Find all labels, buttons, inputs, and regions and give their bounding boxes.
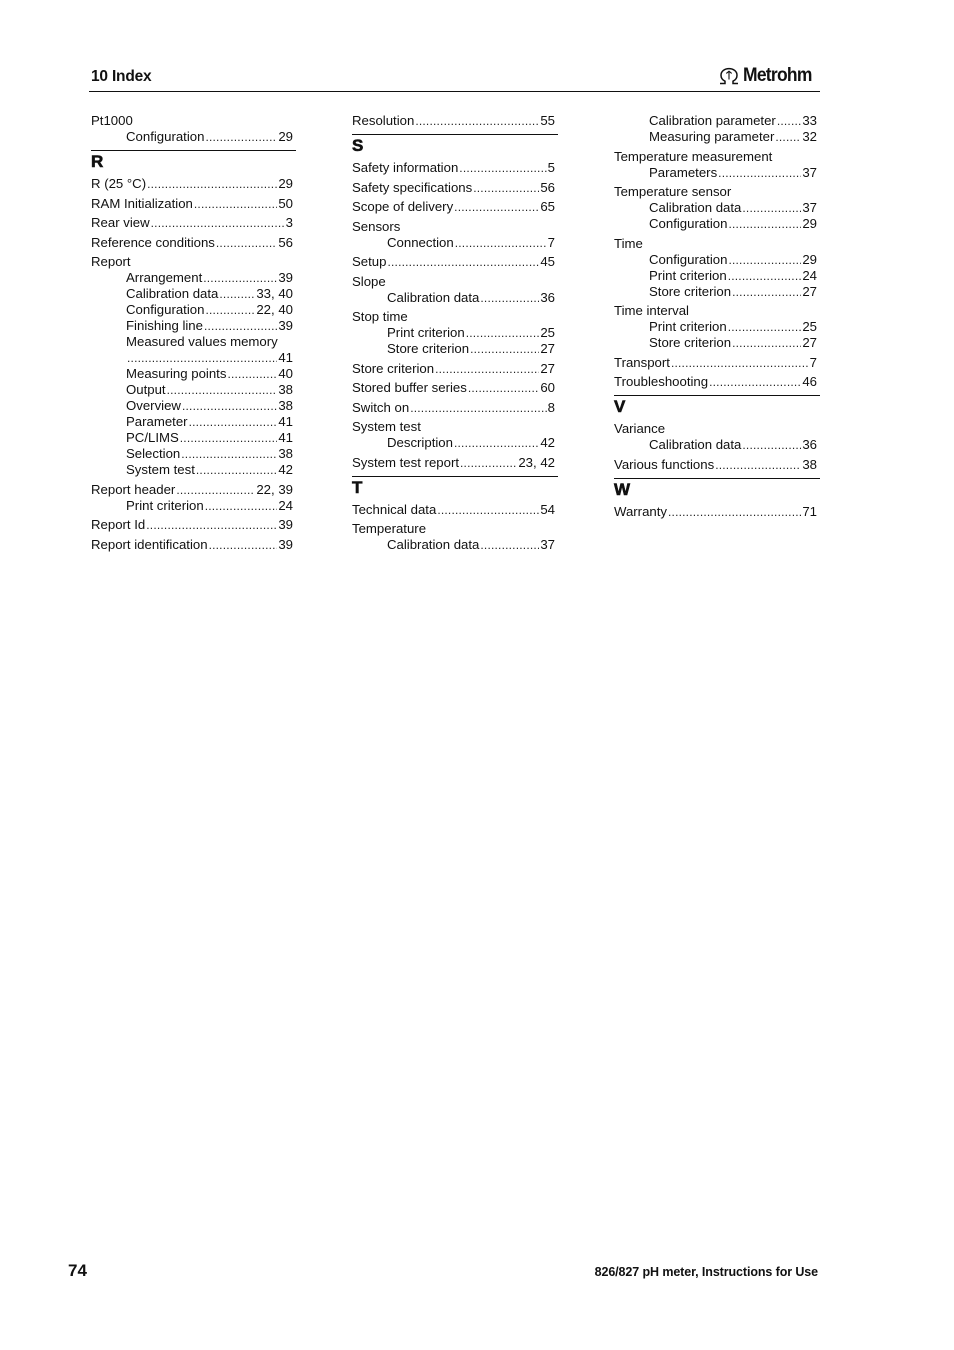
brand-name: Metrohm xyxy=(743,65,813,86)
index-entry-group xyxy=(91,517,296,533)
index-page-ref: 39 xyxy=(278,536,293,552)
index-subentry xyxy=(614,252,820,268)
index-subentry xyxy=(91,286,296,302)
index-subentry xyxy=(91,498,296,514)
index-page-ref: 60 xyxy=(540,380,555,395)
index-term: Stored buffer series xyxy=(352,380,467,395)
section-title: 10 Index xyxy=(91,68,152,85)
index-entry-group xyxy=(91,215,296,231)
index-entry xyxy=(614,457,820,473)
index-term: Calibration data xyxy=(387,289,480,305)
dot-leader xyxy=(415,113,539,129)
index-entry-group xyxy=(614,374,820,390)
index-page-ref: 38 xyxy=(802,456,817,472)
dot-leader xyxy=(147,176,277,192)
dot-leader xyxy=(473,180,539,196)
index-page-ref: 37 xyxy=(802,164,817,180)
dot-leader xyxy=(437,502,539,518)
dot-leader xyxy=(167,382,278,398)
index-term: Finishing line xyxy=(126,318,203,333)
index-entry-group xyxy=(352,309,558,357)
index-entry xyxy=(352,400,558,416)
index-page-ref: 56 xyxy=(278,234,293,250)
dot-leader xyxy=(455,235,547,251)
index-page-ref: 29 xyxy=(278,129,293,144)
index-entry-group xyxy=(352,274,558,306)
index-term: Time xyxy=(614,235,643,251)
index-term: Resolution xyxy=(352,113,415,128)
index-page-ref: 3 xyxy=(285,215,293,230)
index-entry xyxy=(614,184,820,200)
index-subentry xyxy=(614,113,820,129)
index-term: Store criterion xyxy=(387,341,470,356)
index-subentry xyxy=(352,290,558,306)
index-term: Parameter xyxy=(126,414,188,429)
index-page-ref: 24 xyxy=(802,267,817,283)
index-entry-group xyxy=(614,184,820,232)
index-subentry xyxy=(614,129,820,145)
dot-leader xyxy=(219,286,255,302)
index-entry xyxy=(352,180,558,196)
index-entry xyxy=(91,482,296,498)
index-page-ref: 71 xyxy=(802,503,817,519)
index-page-ref: 42 xyxy=(540,435,555,450)
index-column-2 xyxy=(352,113,558,557)
dot-leader xyxy=(454,199,539,215)
dot-leader xyxy=(728,252,801,268)
index-subentry xyxy=(614,319,820,335)
index-term: Overview xyxy=(126,398,181,413)
index-page-ref: 33, 40 xyxy=(256,286,293,301)
index-entry-group xyxy=(352,180,558,196)
index-term: Connection xyxy=(387,234,454,250)
index-page-ref: 27 xyxy=(802,335,817,350)
dot-leader xyxy=(410,400,546,416)
dot-leader xyxy=(742,437,801,453)
index-page-ref: 27 xyxy=(540,360,555,376)
index-page-ref: 41 xyxy=(278,414,293,429)
index-term: Print criterion xyxy=(126,497,204,513)
index-subentry xyxy=(614,165,820,181)
index-term: PC/LIMS xyxy=(126,430,179,445)
index-subentry xyxy=(91,302,296,318)
index-term: Safety specifications xyxy=(352,179,473,195)
dot-leader xyxy=(127,350,277,366)
index-entry-group xyxy=(352,502,558,518)
index-page-ref: 45 xyxy=(540,254,555,269)
index-page-ref: 36 xyxy=(802,437,817,452)
index-entry-group xyxy=(91,113,296,145)
index-subentry xyxy=(614,335,820,351)
index-subentry xyxy=(91,430,296,446)
index-entry xyxy=(91,517,296,533)
index-entry xyxy=(91,235,296,251)
index-term: System test report xyxy=(352,454,460,470)
index-subentry xyxy=(91,382,296,398)
index-entry-group xyxy=(614,355,820,371)
index-term: Print criterion xyxy=(387,325,465,340)
index-page-ref: 37 xyxy=(540,537,555,552)
index-entry-group xyxy=(91,537,296,553)
index-term: Troubleshooting xyxy=(614,374,709,389)
index-subentry xyxy=(91,334,296,350)
index-entry xyxy=(614,355,820,371)
dot-leader xyxy=(205,129,277,145)
index-page-ref: 23, 42 xyxy=(518,454,555,470)
index-term: Store criterion xyxy=(649,335,732,350)
index-entry-group xyxy=(352,113,558,129)
dot-leader xyxy=(227,366,277,382)
index-term: Configuration xyxy=(126,302,205,317)
index-subentry xyxy=(352,435,558,451)
index-page-ref: 8 xyxy=(547,399,555,415)
index-page-ref: 40 xyxy=(278,366,293,381)
index-term: Temperature measurement xyxy=(614,148,773,164)
index-entry xyxy=(352,419,558,435)
index-term: Safety information xyxy=(352,160,459,175)
index-term: Slope xyxy=(352,273,386,289)
index-entry xyxy=(352,199,558,215)
dot-leader xyxy=(216,235,277,251)
index-letter-heading: R xyxy=(91,150,296,172)
dot-leader xyxy=(196,462,277,478)
index-page-ref: 38 xyxy=(278,446,293,461)
index-subentry xyxy=(614,216,820,232)
index-term: R (25 °C) xyxy=(91,176,147,191)
index-entry-group xyxy=(352,254,558,270)
index-term: Store criterion xyxy=(649,283,732,299)
index-term: Time interval xyxy=(614,303,689,318)
dot-leader xyxy=(146,517,277,533)
index-term: Store criterion xyxy=(352,360,435,376)
index-entry xyxy=(352,521,558,537)
index-term: Output xyxy=(126,382,166,397)
index-entry-group xyxy=(352,219,558,251)
index-entry xyxy=(352,254,558,270)
index-term: System test xyxy=(352,419,421,434)
dot-leader xyxy=(732,335,801,351)
index-term: Print criterion xyxy=(649,319,727,334)
index-entry-group xyxy=(91,196,296,212)
dot-leader xyxy=(387,254,539,270)
index-term: Print criterion xyxy=(649,267,727,283)
index-term: Temperature sensor xyxy=(614,184,732,199)
index-term: Technical data xyxy=(352,501,437,517)
index-page-ref: 54 xyxy=(540,501,555,517)
index-page-ref: 38 xyxy=(278,398,293,413)
index-entry-group xyxy=(352,160,558,176)
index-page-ref: 36 xyxy=(540,289,555,305)
dot-leader xyxy=(728,268,802,284)
index-entry xyxy=(352,455,558,471)
document-title: 826/827 pH meter, Instructions for Use xyxy=(594,1265,818,1279)
index-term: Configuration xyxy=(126,129,205,144)
index-entry xyxy=(352,361,558,377)
index-term: Calibration parameter xyxy=(649,113,776,128)
index-term: Pt1000 xyxy=(91,113,133,128)
index-letter-heading: T xyxy=(352,476,558,498)
index-subentry xyxy=(91,350,296,366)
index-subentry xyxy=(352,537,558,553)
index-entry-group xyxy=(91,235,296,251)
index-entry xyxy=(91,113,296,129)
index-page-ref: 29 xyxy=(802,216,817,231)
index-entry xyxy=(352,309,558,325)
index-entry-group xyxy=(352,419,558,451)
index-entry xyxy=(91,537,296,553)
index-entry xyxy=(91,254,296,270)
index-page-ref: 56 xyxy=(540,179,555,195)
index-term: Configuration xyxy=(649,251,728,267)
index-column-3 xyxy=(614,113,820,523)
index-subentry xyxy=(352,325,558,341)
header-rule xyxy=(89,91,820,92)
index-term: Report Id xyxy=(91,517,146,532)
index-term: Temperature xyxy=(352,521,427,536)
index-term: Setup xyxy=(352,254,387,269)
index-entry xyxy=(352,274,558,290)
index-entry xyxy=(352,160,558,176)
index-page-ref: 27 xyxy=(802,283,817,299)
index-letter-heading: W xyxy=(614,478,820,500)
dot-leader xyxy=(189,414,278,430)
dot-leader xyxy=(194,196,277,212)
dot-leader xyxy=(181,446,277,462)
index-entry-group xyxy=(614,303,820,351)
index-page-ref: 24 xyxy=(278,497,293,513)
index-page-ref: 46 xyxy=(802,374,817,389)
index-term: Variance xyxy=(614,421,666,436)
index-page-ref: 39 xyxy=(278,318,293,333)
dot-leader xyxy=(176,482,255,498)
brand-logo xyxy=(718,65,818,87)
index-entry xyxy=(352,219,558,235)
dot-leader xyxy=(728,319,802,335)
index-term: Arrangement xyxy=(126,270,203,285)
index-page-ref: 37 xyxy=(802,200,817,215)
dot-leader xyxy=(709,374,801,390)
index-subentry xyxy=(614,437,820,453)
index-term: Warranty xyxy=(614,503,668,519)
index-letter-heading: V xyxy=(614,395,820,417)
dot-leader xyxy=(775,129,801,145)
index-page-ref: 38 xyxy=(278,382,293,397)
dot-leader xyxy=(668,504,801,520)
index-page-ref: 50 xyxy=(278,195,293,211)
index-entry-group xyxy=(614,113,820,145)
index-page-ref: 5 xyxy=(547,160,555,175)
dot-leader xyxy=(460,455,517,471)
dot-leader xyxy=(742,200,801,216)
index-entry-group xyxy=(614,421,820,453)
index-subentry xyxy=(614,200,820,216)
index-term: Configuration xyxy=(649,216,728,231)
index-entry-group xyxy=(352,521,558,553)
index-term: Calibration data xyxy=(126,286,219,301)
index-term: Calibration data xyxy=(649,200,742,215)
index-entry xyxy=(91,196,296,212)
index-entry-group xyxy=(91,176,296,192)
index-term: Calibration data xyxy=(649,437,742,452)
index-page-ref: 39 xyxy=(278,270,293,285)
dot-leader xyxy=(205,302,255,318)
index-entry xyxy=(614,374,820,390)
index-page-ref: 39 xyxy=(278,517,293,532)
index-page-ref: 7 xyxy=(809,354,817,370)
index-page-ref: 29 xyxy=(278,176,293,191)
index-subentry xyxy=(91,446,296,462)
index-page-ref: 41 xyxy=(278,430,293,445)
index-subentry xyxy=(352,235,558,251)
index-term: Report xyxy=(91,254,131,269)
index-entry-group xyxy=(614,149,820,181)
index-term: Scope of delivery xyxy=(352,199,454,214)
index-term: Report header xyxy=(91,481,176,497)
dot-leader xyxy=(777,113,802,129)
index-page-ref: 22, 40 xyxy=(256,302,293,317)
index-term: Rear view xyxy=(91,215,150,230)
index-subentry xyxy=(91,366,296,382)
index-entry-group xyxy=(352,400,558,416)
index-entry xyxy=(614,421,820,437)
index-entry xyxy=(91,176,296,192)
dot-leader xyxy=(459,160,546,176)
page-number: 74 xyxy=(68,1261,87,1280)
dot-leader xyxy=(204,318,277,334)
index-subentry xyxy=(91,270,296,286)
dot-leader xyxy=(209,537,278,553)
dot-leader xyxy=(480,290,539,306)
index-term: Report identification xyxy=(91,536,208,552)
index-entry xyxy=(352,502,558,518)
index-term: Transport xyxy=(614,354,670,370)
index-entry xyxy=(91,215,296,231)
index-subentry xyxy=(91,129,296,145)
index-entry-group xyxy=(352,455,558,471)
index-entry-group xyxy=(91,254,296,478)
index-page-ref: 27 xyxy=(540,341,555,356)
index-subentry xyxy=(91,462,296,478)
index-entry-group xyxy=(614,236,820,300)
index-entry xyxy=(614,504,820,520)
index-page-ref: 25 xyxy=(802,319,817,334)
index-entry xyxy=(352,113,558,129)
index-term: Measured values memory xyxy=(126,334,278,349)
index-page-ref: 65 xyxy=(540,199,555,214)
dot-leader xyxy=(480,537,539,553)
index-page-ref: 7 xyxy=(547,234,555,250)
dot-leader xyxy=(468,380,539,396)
index-page-ref: 22, 39 xyxy=(256,481,293,497)
index-subentry xyxy=(614,284,820,300)
dot-leader xyxy=(718,165,801,181)
index-letter-heading: S xyxy=(352,134,558,156)
dot-leader xyxy=(203,270,277,286)
index-term: Selection xyxy=(126,446,181,461)
dot-leader xyxy=(728,216,801,232)
index-term: Stop time xyxy=(352,309,408,324)
index-term: System test xyxy=(126,462,195,477)
index-term: Description xyxy=(387,435,453,450)
index-page-ref: 25 xyxy=(540,325,555,340)
index-entry-group xyxy=(614,457,820,473)
index-term: Measuring parameter xyxy=(649,129,775,144)
index-entry xyxy=(352,380,558,396)
index-term: Sensors xyxy=(352,218,401,234)
index-page-ref: 55 xyxy=(540,113,555,128)
index-term: Various functions xyxy=(614,456,715,472)
index-entry xyxy=(614,236,820,252)
dot-leader xyxy=(435,361,539,377)
index-entry xyxy=(614,149,820,165)
index-term: Reference conditions xyxy=(91,234,215,250)
dot-leader xyxy=(470,341,539,357)
index-subentry xyxy=(91,398,296,414)
index-entry-group xyxy=(91,482,296,514)
index-subentry xyxy=(91,318,296,334)
index-subentry xyxy=(614,268,820,284)
index-term: Measuring points xyxy=(126,366,227,381)
index-page-ref: 32 xyxy=(802,129,817,144)
index-entry xyxy=(614,303,820,319)
dot-leader xyxy=(205,498,278,514)
dot-leader xyxy=(715,457,801,473)
index-entry-group xyxy=(614,504,820,520)
index-entry-group xyxy=(352,361,558,377)
dot-leader xyxy=(180,430,278,446)
dot-leader xyxy=(671,355,809,371)
index-term: Calibration data xyxy=(387,537,480,552)
index-page-ref: 41 xyxy=(278,350,293,365)
dot-leader xyxy=(151,215,285,231)
index-subentry xyxy=(91,414,296,430)
index-subentry xyxy=(352,341,558,357)
index-column-1 xyxy=(91,113,296,556)
dot-leader xyxy=(466,325,540,341)
index-page-ref: 33 xyxy=(802,113,817,128)
index-term: RAM Initialization xyxy=(91,195,193,211)
dot-leader xyxy=(454,435,539,451)
omega-icon xyxy=(718,67,740,85)
index-entry-group xyxy=(352,380,558,396)
dot-leader xyxy=(182,398,277,414)
index-page-ref: 29 xyxy=(802,251,817,267)
index-term: Parameters xyxy=(649,164,718,180)
index-entry-group xyxy=(352,199,558,215)
dot-leader xyxy=(732,284,801,300)
index-term: Switch on xyxy=(352,399,410,415)
index-page-ref: 42 xyxy=(278,462,293,477)
